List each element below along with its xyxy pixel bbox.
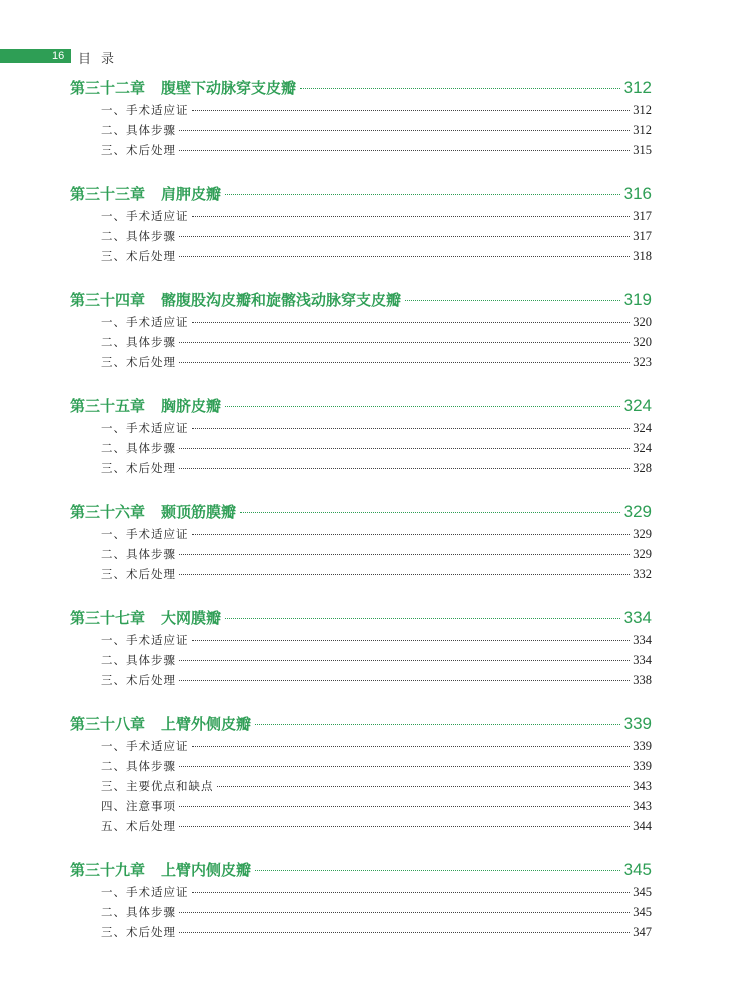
chapter-group xyxy=(70,395,652,480)
section-leader-dots xyxy=(179,554,630,555)
section-title: 三、术后处理 xyxy=(101,925,176,939)
page-header xyxy=(0,49,730,67)
section-title: 二、具体步骤 xyxy=(101,335,176,349)
chapter-group xyxy=(70,501,652,586)
section-page-number: 339 xyxy=(633,759,652,773)
chapter-label: 第三十七章 xyxy=(70,609,146,627)
section-entry[interactable] xyxy=(70,248,652,268)
section-title: 二、具体步骤 xyxy=(101,547,176,561)
section-title: 一、手术适应证 xyxy=(101,103,189,117)
section-leader-dots xyxy=(192,216,631,217)
section-title: 二、具体步骤 xyxy=(101,905,176,919)
chapter-name: 上臂外侧皮瓣 xyxy=(161,715,252,733)
chapter-name: 肩胛皮瓣 xyxy=(161,185,222,203)
chapter-label: 第三十三章 xyxy=(70,185,146,203)
section-entry[interactable] xyxy=(70,314,652,334)
section-entry[interactable] xyxy=(70,354,652,374)
section-entry[interactable] xyxy=(70,460,652,480)
section-title: 三、主要优点和缺点 xyxy=(101,779,214,793)
section-leader-dots xyxy=(179,912,630,913)
section-entry[interactable] xyxy=(70,924,652,944)
chapter-leader-dots xyxy=(225,406,620,407)
chapter-entry[interactable] xyxy=(70,607,652,629)
section-page-number: 312 xyxy=(633,123,652,137)
chapter-title xyxy=(70,607,221,628)
section-leader-dots xyxy=(179,256,630,257)
chapter-leader-dots xyxy=(255,870,620,871)
chapter-name: 上臂内侧皮瓣 xyxy=(161,861,252,879)
chapter-title xyxy=(70,289,401,310)
chapter-leader-dots xyxy=(225,194,620,195)
section-leader-dots xyxy=(179,806,630,807)
section-title: 二、具体步骤 xyxy=(101,123,176,137)
section-title: 一、手术适应证 xyxy=(101,885,189,899)
chapter-label: 第三十二章 xyxy=(70,79,146,97)
section-leader-dots xyxy=(179,826,630,827)
section-title: 四、注意事项 xyxy=(101,799,176,813)
section-entry[interactable] xyxy=(70,884,652,904)
section-leader-dots xyxy=(179,150,630,151)
section-page-number: 345 xyxy=(633,885,652,899)
section-title: 二、具体步骤 xyxy=(101,653,176,667)
section-entry[interactable] xyxy=(70,672,652,692)
chapter-page-number: 334 xyxy=(623,608,652,627)
section-page-number: 317 xyxy=(633,229,652,243)
section-leader-dots xyxy=(179,448,630,449)
chapter-page-number: 312 xyxy=(623,78,652,97)
chapter-page-number: 319 xyxy=(623,290,652,309)
section-entry[interactable] xyxy=(70,526,652,546)
section-leader-dots xyxy=(179,130,630,131)
section-page-number: 320 xyxy=(633,335,652,349)
chapter-leader-dots xyxy=(225,618,620,619)
section-leader-dots xyxy=(179,362,630,363)
chapter-name: 颞顶筋膜瓣 xyxy=(161,503,237,521)
section-leader-dots xyxy=(179,680,630,681)
chapter-label: 第三十五章 xyxy=(70,397,146,415)
section-page-number: 329 xyxy=(633,527,652,541)
section-leader-dots xyxy=(179,660,630,661)
chapter-page-number: 329 xyxy=(623,502,652,521)
section-entry[interactable] xyxy=(70,758,652,778)
chapter-label: 第三十六章 xyxy=(70,503,146,521)
chapter-leader-dots xyxy=(255,724,620,725)
chapter-entry[interactable] xyxy=(70,77,652,99)
section-title: 二、具体步骤 xyxy=(101,229,176,243)
chapter-title xyxy=(70,713,251,734)
section-entry[interactable] xyxy=(70,420,652,440)
section-page-number: 312 xyxy=(633,103,652,117)
section-title: 一、手术适应证 xyxy=(101,421,189,435)
section-entry[interactable] xyxy=(70,652,652,672)
section-page-number: 344 xyxy=(633,819,652,833)
section-title: 三、术后处理 xyxy=(101,355,176,369)
section-title: 一、手术适应证 xyxy=(101,527,189,541)
section-leader-dots xyxy=(179,574,630,575)
chapter-label: 第三十八章 xyxy=(70,715,146,733)
page-number: 16 xyxy=(52,50,65,62)
section-leader-dots xyxy=(179,932,630,933)
chapter-title xyxy=(70,183,221,204)
chapter-name: 大网膜瓣 xyxy=(161,609,222,627)
section-page-number: 332 xyxy=(633,567,652,581)
chapter-leader-dots xyxy=(405,300,620,301)
section-page-number: 334 xyxy=(633,633,652,647)
section-title: 五、术后处理 xyxy=(101,819,176,833)
chapter-title xyxy=(70,501,236,522)
chapter-label: 第三十九章 xyxy=(70,861,146,879)
section-entry[interactable] xyxy=(70,440,652,460)
section-entry[interactable] xyxy=(70,904,652,924)
chapter-page-number: 345 xyxy=(623,860,652,879)
chapter-entry[interactable] xyxy=(70,713,652,735)
section-page-number: 343 xyxy=(633,779,652,793)
section-page-number: 334 xyxy=(633,653,652,667)
section-title: 三、术后处理 xyxy=(101,567,176,581)
section-title: 二、具体步骤 xyxy=(101,441,176,455)
section-leader-dots xyxy=(192,110,631,111)
section-entry[interactable] xyxy=(70,142,652,162)
section-page-number: 345 xyxy=(633,905,652,919)
section-title: 三、术后处理 xyxy=(101,673,176,687)
section-title: 一、手术适应证 xyxy=(101,315,189,329)
section-page-number: 320 xyxy=(633,315,652,329)
chapter-group xyxy=(70,289,652,374)
section-page-number: 343 xyxy=(633,799,652,813)
section-title: 三、术后处理 xyxy=(101,143,176,157)
chapter-title xyxy=(70,395,221,416)
chapter-group xyxy=(70,859,652,944)
section-page-number: 315 xyxy=(633,143,652,157)
chapter-page-number: 339 xyxy=(623,714,652,733)
chapter-group xyxy=(70,183,652,268)
section-title: 一、手术适应证 xyxy=(101,739,189,753)
section-entry[interactable] xyxy=(70,738,652,758)
header-title: 目录 xyxy=(78,52,125,67)
chapter-group xyxy=(70,713,652,838)
section-leader-dots xyxy=(192,322,631,323)
section-entry[interactable] xyxy=(70,566,652,586)
chapter-entry[interactable] xyxy=(70,183,652,205)
section-page-number: 324 xyxy=(633,441,652,455)
section-page-number: 338 xyxy=(633,673,652,687)
chapter-title xyxy=(70,77,296,98)
chapter-label: 第三十四章 xyxy=(70,291,146,309)
section-entry[interactable] xyxy=(70,798,652,818)
chapter-leader-dots xyxy=(300,88,620,89)
section-page-number: 339 xyxy=(633,739,652,753)
chapter-entry[interactable] xyxy=(70,501,652,523)
section-entry[interactable] xyxy=(70,632,652,652)
section-leader-dots xyxy=(192,892,631,893)
section-page-number: 317 xyxy=(633,209,652,223)
section-title: 三、术后处理 xyxy=(101,249,176,263)
section-leader-dots xyxy=(192,534,631,535)
section-leader-dots xyxy=(192,640,631,641)
section-entry[interactable] xyxy=(70,778,652,798)
table-of-contents xyxy=(70,77,652,965)
section-entry[interactable] xyxy=(70,102,652,122)
section-entry[interactable] xyxy=(70,228,652,248)
section-title: 一、手术适应证 xyxy=(101,633,189,647)
chapter-page-number: 324 xyxy=(623,396,652,415)
section-entry[interactable] xyxy=(70,208,652,228)
section-title: 二、具体步骤 xyxy=(101,759,176,773)
section-entry[interactable] xyxy=(70,818,652,838)
section-page-number: 324 xyxy=(633,421,652,435)
section-page-number: 318 xyxy=(633,249,652,263)
section-leader-dots xyxy=(192,428,631,429)
section-entry[interactable] xyxy=(70,546,652,566)
section-page-number: 329 xyxy=(633,547,652,561)
chapter-title xyxy=(70,859,251,880)
section-leader-dots xyxy=(179,236,630,237)
section-entry[interactable] xyxy=(70,122,652,142)
chapter-name: 髂腹股沟皮瓣和旋髂浅动脉穿支皮瓣 xyxy=(161,291,402,309)
section-leader-dots xyxy=(192,746,631,747)
chapter-name: 胸脐皮瓣 xyxy=(161,397,222,415)
section-title: 一、手术适应证 xyxy=(101,209,189,223)
section-entry[interactable] xyxy=(70,334,652,354)
chapter-entry[interactable] xyxy=(70,289,652,311)
section-page-number: 323 xyxy=(633,355,652,369)
section-page-number: 347 xyxy=(633,925,652,939)
section-leader-dots xyxy=(179,766,630,767)
chapter-group xyxy=(70,77,652,162)
chapter-group xyxy=(70,607,652,692)
section-leader-dots xyxy=(217,786,631,787)
section-leader-dots xyxy=(179,468,630,469)
section-title: 三、术后处理 xyxy=(101,461,176,475)
chapter-entry[interactable] xyxy=(70,859,652,881)
chapter-name: 腹壁下动脉穿支皮瓣 xyxy=(161,79,297,97)
chapter-entry[interactable] xyxy=(70,395,652,417)
section-page-number: 328 xyxy=(633,461,652,475)
chapter-page-number: 316 xyxy=(623,184,652,203)
chapter-leader-dots xyxy=(240,512,620,513)
section-leader-dots xyxy=(179,342,630,343)
